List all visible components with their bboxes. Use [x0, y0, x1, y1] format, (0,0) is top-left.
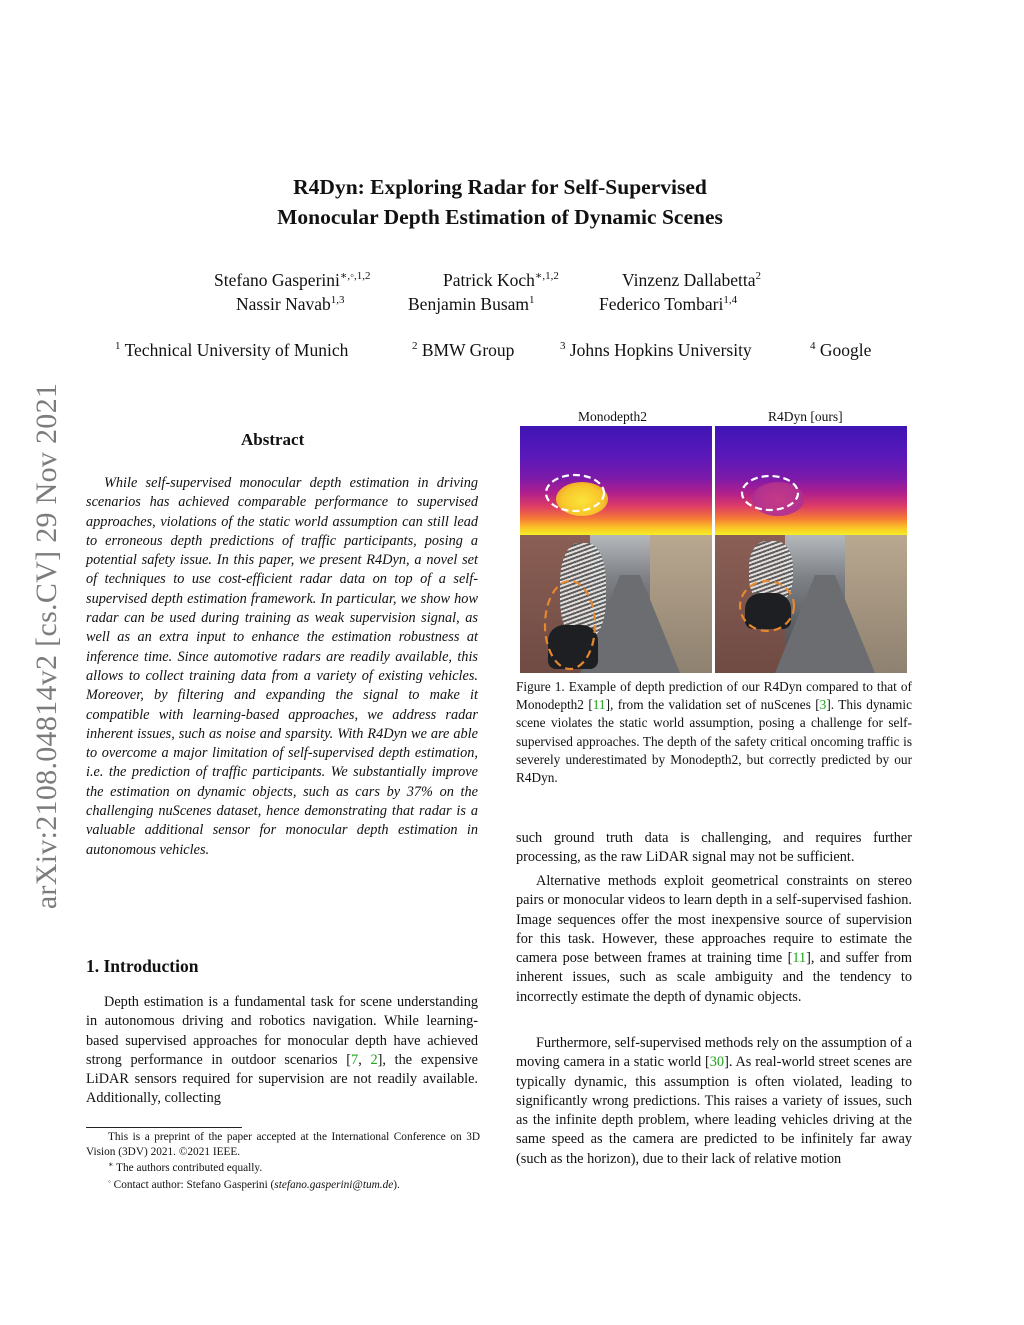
affiliation-name: Technical University of Munich	[124, 340, 349, 360]
footnote-equal	[86, 1161, 480, 1176]
citation-link[interactable]: 30	[709, 1054, 725, 1071]
footnote-contact	[86, 1178, 480, 1193]
caption-text: ]. This dynamic scene violates the static world assumption, posing a challenge for self-supervised approaches. The depth of the safety critical oncoming traffic is severely underestimated by Monodepth2, but correctly predicted by our R4Dyn.	[516, 697, 912, 786]
affiliation-bmw	[412, 340, 514, 361]
intro-paragraph-2	[516, 872, 912, 1007]
affiliation-sup: 1	[115, 340, 121, 352]
paper-title-line2: Monocular Depth Estimation of Dynamic Scenes	[277, 205, 723, 229]
contact-email: stefano.gasperini@tum.de	[274, 1179, 394, 1191]
arxiv-identifier-text: arXiv:2108.04814v2 [cs.CV] 29 Nov 2021	[30, 382, 64, 910]
intro-paragraph-continued: such ground truth data is challenging, and requires further processing, as the raw LiDAR signal may not be sufficient.	[516, 830, 912, 866]
intro-text: Furthermore, self-supervised methods rely on the assumption of a moving camera in a static world [	[516, 1035, 913, 1071]
figure-panel-r4dyn	[715, 426, 907, 673]
intro-text: ]. As real-world street scenes are typically dynamic, this assumption is often violated, leading to significantly wrong predictions. This raises a variety of issues, such as the infinite depth problem, where leading vehicles driving at the same speed as the camera are predicted to be infinitely far away (such as the horizon), due to their lack of relative motion	[516, 1054, 912, 1167]
footnote-mark: ∗	[108, 1160, 114, 1169]
author-sup: 2	[755, 270, 762, 282]
depth-highlight-ellipse	[715, 426, 907, 535]
intro-text: Alternative methods exploit geometrical constraints on stereo pairs or monocular videos to learn depth in a self-supervised fashion. Image sequences offer the most inexpensive source of supervision for this task. However, these approaches require to estimate the camera pose between frames at training time [	[516, 873, 912, 967]
section-heading-introduction: 1. Introduction	[86, 956, 199, 976]
author-sup: 1,3	[330, 294, 345, 306]
caption-text: Figure 1. Example of depth prediction of our R4Dyn compared to that of Monodepth2 [	[516, 679, 912, 713]
figure-label-monodepth2: Monodepth2	[578, 409, 647, 424]
citation-link[interactable]: 11	[592, 697, 606, 713]
abstract-text: While self-supervised monocular depth estimation in driving scenarios has achieved comparable performance to supervised approaches, violations of the static world assumption can still lead to erroneous depth predictions of traffic participants, posing a potential safety issue. In this paper, we present R4Dyn, a novel set of techniques to use cost-efficient radar data on top of a self-supervised depth estimation framework. In particular, we show how radar can be used during training as weak supervision signal, as well as an extra input to enhance the estimation robustness at inference time. Since automotive radars are readily available, this allows to collect training data from a variety of existing vehicles. Moreover, by filtering and expanding the signal to make it compatible with learning-based approaches, we address radar inherent issues, such as noise and sparsity. With R4Dyn we are able to overcome a major limitation of self-supervised depth estimation, i.e. the prediction of traffic participants. We substantially improve the estimation on dynamic objects, such as cars by 37% on the challenging nuScenes dataset, hence demonstrating that radar is a valuable additional sensor for monocular depth estimation in autonomous vehicles.	[86, 475, 478, 858]
paper-title-line1: R4Dyn: Exploring Radar for Self-Supervised	[293, 175, 707, 199]
affiliation-name: BMW Group	[421, 340, 515, 360]
depth-map-image	[520, 426, 712, 535]
figure-panel-monodepth2	[520, 426, 712, 673]
affiliation-tum	[115, 340, 348, 361]
author-koch	[443, 270, 559, 291]
car-highlight-ellipse	[520, 535, 712, 673]
footnote-preprint: This is a preprint of the paper accepted at the International Conference on 3D Vision (3DV) 2021. ©2021 IEEE.	[86, 1131, 480, 1159]
citation-link[interactable]: 11	[792, 950, 807, 967]
figure-label-r4dyn: R4Dyn [ours]	[768, 409, 843, 424]
footnote-text: ).	[393, 1179, 400, 1191]
depth-map-image	[715, 426, 907, 535]
camera-image	[520, 535, 712, 673]
camera-image	[715, 535, 907, 673]
affiliation-sup: 4	[810, 340, 816, 352]
author-navab	[236, 294, 345, 315]
author-busam	[408, 294, 535, 315]
author-tombari	[599, 294, 737, 315]
author-name: Nassir Navab	[236, 294, 331, 314]
author-sup: ∗,◦,1,2	[339, 270, 371, 282]
depth-highlight-ellipse	[520, 426, 712, 535]
author-name: Patrick Koch	[443, 270, 535, 290]
citation-link[interactable]: 2	[370, 1051, 378, 1068]
footnote-text: Contact author: Stefano Gasperini (	[110, 1179, 275, 1191]
arxiv-identifier	[22, 347, 72, 945]
author-dallabetta	[622, 270, 761, 291]
affiliation-google	[810, 340, 871, 361]
author-name: Vinzenz Dallabetta	[622, 270, 756, 290]
footnote-mark: ◦	[108, 1177, 111, 1186]
affiliation-name: Johns Hopkins University	[569, 340, 752, 360]
citation-link[interactable]: 3	[819, 697, 827, 713]
intro-text: ], the expensive LiDAR sensors required for supervision are not readily available. Additionally, collecting	[86, 1051, 478, 1107]
author-sup: 1	[529, 294, 535, 306]
footnote-divider	[86, 1127, 242, 1128]
author-gasperini	[214, 270, 371, 291]
footnote-text: The authors contributed equally.	[113, 1162, 263, 1174]
abstract-heading: Abstract	[241, 430, 305, 449]
intro-text: ], and suffer from inherent issues, such as scale ambiguity and the tendency to incorrectly estimate the depth of dynamic objects.	[516, 950, 912, 1005]
author-name: Stefano Gasperini	[214, 270, 340, 290]
affiliation-sup: 3	[560, 340, 566, 352]
figure-caption	[516, 678, 912, 787]
intro-paragraph-3	[516, 1034, 912, 1169]
affiliation-sup: 2	[412, 340, 418, 352]
intro-text: Depth estimation is a fundamental task for scene understanding in autonomous driving and robotics navigation. While learning-based supervised approaches for monocular depth have achieved strong performance in outdoor scenarios [	[86, 994, 478, 1068]
author-sup: ∗,1,2	[534, 270, 559, 282]
author-sup: 1,4	[723, 294, 738, 306]
paper-title	[150, 172, 850, 232]
intro-paragraph-1	[86, 993, 478, 1109]
affiliation-name: Google	[819, 340, 872, 360]
affiliation-jhu	[560, 340, 752, 361]
caption-text: ], from the validation set of nuScenes [	[605, 697, 820, 713]
citation-separator: ,	[358, 1051, 371, 1068]
car-highlight-ellipse	[715, 535, 907, 673]
citation-link[interactable]: 7	[351, 1051, 359, 1068]
author-name: Benjamin Busam	[408, 294, 530, 314]
author-name: Federico Tombari	[599, 294, 724, 314]
